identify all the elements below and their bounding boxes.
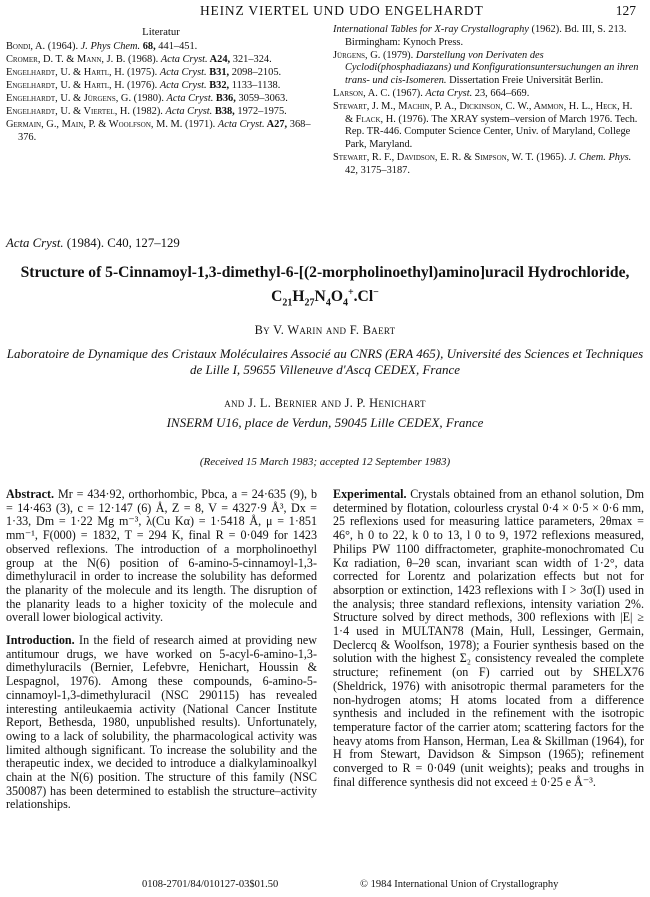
title-text: Structure of 5-Cinnamoyl-1,3-dimethyl-6-[(2-morpholinoethyl)amino]uracil Hydrochloride, C [20, 264, 630, 306]
references-left-column [6, 26, 316, 145]
body-right-column [333, 488, 644, 798]
affiliation-2: INSERM U16, place de Verdun, 59045 Lille CEDEX, France [166, 415, 484, 430]
reference-item: Engelhardt, U. & Viertel, H. (1982). Acta Cryst. B38, 1972–1975. [6, 106, 287, 118]
experimental-paragraph [333, 488, 644, 789]
reference-item: International Tables for X-ray Crystallography (1962). Bd. III, S. 213. Birmingham: Kynoch Press. [333, 24, 627, 48]
reference-item: Bondi, A. (1964). J. Phys Chem. 68, 441–451. [6, 40, 198, 52]
running-head: HEINZ VIERTEL UND UDO ENGELHARDT [200, 3, 484, 18]
formula-n-count: 4 [325, 297, 331, 309]
journal-name: Acta Cryst. [6, 236, 64, 250]
experimental-label: Experimental. [333, 487, 407, 501]
formula-cl: .Cl [353, 288, 374, 306]
reference-item: Stewart, J. M., Machin, P. A., Dickinson, C. W., Ammon, H. L., Heck, H. & Flack, H. (1976). The XRAY system–version of March 1976. Tech. Rep. TR-446. Computer Science Center, Univ. of Maryland, College Park, Maryland. [333, 101, 638, 150]
reference-item: Cromer, D. T. & Mann, J. B. (1968). Acta Cryst. A24, 321–324. [6, 53, 272, 65]
journal-citation [6, 236, 180, 251]
reference-item: Engelhardt, U. & Hartl, H. (1975). Acta Cryst. B31, 2098–2105. [6, 66, 282, 78]
page-number: 127 [615, 3, 636, 18]
body-left-column [6, 488, 317, 821]
reference-item: Stewart, R. F., Davidson, E. R. & Simpson, W. T. (1965). J. Chem. Phys. 42, 3175–3187. [333, 151, 632, 176]
journal-volume-pages: (1984). C40, 127–129 [63, 236, 180, 250]
reference-item: Jürgens, G. (1979). Darstellung von Derivaten des Cyclodi(phosphadiazans) und Konfigurationsuntersuchungen an ihren trans- und cis-Isomeren. Dissertation Freie Universität Berlin. [333, 49, 639, 86]
formula-h-count: 27 [304, 297, 315, 309]
formula-n: N [314, 288, 326, 306]
formula-o: O [330, 288, 343, 306]
introduction-paragraph [6, 634, 317, 812]
abstract-text: Mr = 434·92, orthorhombic, Pbca, a = 24·635 (9), b = 14·463 (3), c = 12·147 (6) Å, Z = 8, V = 4327·9 Å³, Dx = 1·33, Dm = 1·22 Mg m⁻³, λ(Cu Kα) = 1·5418 Å, μ = 1·851 mm⁻¹, F(000) = 1832, T = 294 K, final R = 0·049 for 1423 observed reflexions. The introduction of a morpholinoethyl group at the N(6) position of 6-amino-5-cinnamoyl-1,3-dimethyluracil in order to increase the solubility has deformed the planarity of the molecule and its length. The disruption of the planarity leads to a higher toxicity of the molecule and overall lower biological activity. [6, 487, 317, 625]
reference-item: Larson, A. C. (1967). Acta Cryst. 23, 664–669. [333, 87, 530, 99]
affiliation-1: Laboratoire de Dynamique des Cristaux Moléculaires Associé au CNRS (ERA 465), Université des Sciences et Techniques de Lille I, 59655 Villeneuve d'Ascq CEDEX, France [6, 346, 644, 377]
formula-o-count: 4 [342, 297, 348, 309]
references-right-column [333, 24, 643, 178]
article-title [6, 263, 644, 313]
abstract-label: Abstract. [6, 487, 55, 501]
formula-minus: − [373, 287, 379, 298]
references-left-list [6, 41, 316, 145]
experimental-text: Crystals obtained from an ethanol solution, Dm determined by flotation, colourless crystal 0·4 × 0·5 × 0·6 mm, 25 reflexions used for measuring lattice parameters, 2θmax = 46°, h 0 to 22, k 0 to 13, l 0 to 9, 1972 reflexions measured, Philips PW 1100 diffractometer, graphite-monochromated Cu Kα radiation, θ–2θ scan, invariant scan width of 1·2°, data corrected for Lorentz and polarization effects but not for absorption or extinction, 1423 reflexions with I > 3σ(I) used in the analysis; three standard reflexions, intensity variation 2%. Structure solved by direct methods, 300 reflexions with |E| ≥ 1·4 used in MULTAN78 (Main, Hull, Lessinger, Germain, Declercq & Woolfson, 1978); a Fourier synthesis based on the solution with the highest Σ₂ consistency revealed the complete structure; refinement (on F) carried out by SHELX76 (Sheldrick, 1976) with anisotropic thermal parameters for the non-hydrogen atoms; H atoms located from a difference synthesis and included in the refinement with the isotropic temperature factor of the carrier atom; scattering factors for the heavy atoms from Hanson, Herman, Lea & Skillman (1964), for H from Stewart, Davidson & Simpson (1965); refinement converged to R = 0·049 (unit weights); peaks and troughs in final difference synthesis did not exceed ± 0·25 e Å⁻³. [333, 487, 645, 789]
formula-h: H [292, 288, 305, 306]
introduction-text: In the field of research aimed at providing new antitumour drugs, we have worked on 5-acyl-6-amino-1,3-dimethyluracils (Bernier, Lefebvre, Henichart, Houssin & Lespagnol, 1976). Among these compounds, 6-amino-5-cinnamoyl-1,3-dimethyluracil (NSC 290115) has revealed interesting antileukaemia activity (National Cancer Institute Report, Bethesda, 1980, unpublished results). Unfortunately, owing to a lack of solubility, the pharmacological activity was limited although significant. To increase the solubility and the therapeutic index, we decided to introduce a dialkylaminoalkyl chain at the N(6) position. The structure of this family (NSC 350087) has been determined to establish the structure–activity relationships. [6, 633, 317, 812]
references-right-list [333, 24, 643, 177]
footer-copyright: © 1984 International Union of Crystallography [360, 879, 559, 890]
formula-c-count: 21 [282, 297, 293, 309]
references-heading: Literatur [142, 26, 180, 38]
reference-item: Engelhardt, U. & Hartl, H. (1976). Acta Cryst. B32, 1133–1138. [6, 79, 281, 91]
footer-code: 0108-2701/84/010127-03$01.50 [142, 879, 279, 890]
received-dates: (Received 15 March 1983; accepted 12 September 1983) [199, 456, 451, 468]
abstract-paragraph [6, 488, 317, 625]
authors-1: By V. Warin and F. Baert [254, 323, 396, 337]
reference-item: Germain, G., Main, P. & Woolfson, M. M. (1971). Acta Cryst. A27, 368–376. [6, 119, 311, 143]
authors-2: and J. L. Bernier and J. P. Henichart [224, 396, 426, 410]
introduction-label: Introduction. [6, 633, 75, 648]
formula-plus: + [347, 287, 354, 298]
reference-item: Engelhardt, U. & Jürgens, G. (1980). Acta Cryst. B36, 3059–3063. [6, 92, 288, 104]
